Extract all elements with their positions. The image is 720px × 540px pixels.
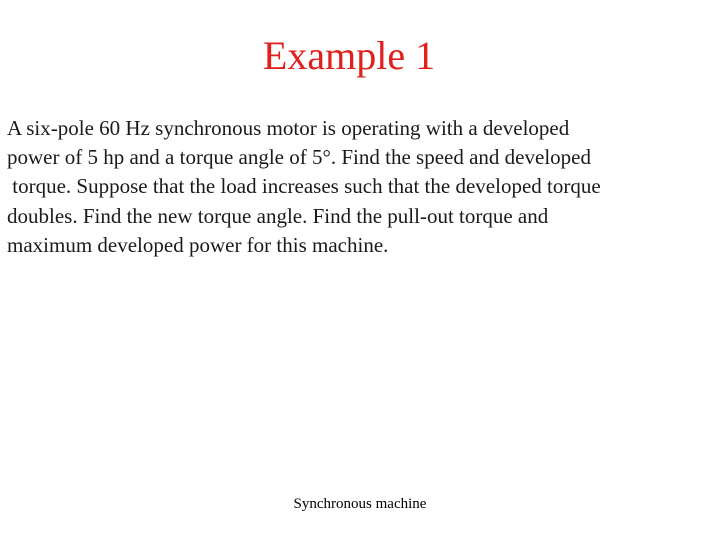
slide-title: Example 1 <box>262 33 436 78</box>
problem-line-5: maximum developed power for this machine. <box>7 232 389 257</box>
problem-line-3: torque. Suppose that the load increases such that the developed torque <box>7 174 601 199</box>
problem-statement <box>7 114 713 260</box>
problem-line-1: A six-pole 60 Hz synchronous motor is operating with a developed <box>7 116 570 140</box>
problem-line-2: power of 5 hp and a torque angle of 5°. Find the speed and developed <box>7 145 591 170</box>
problem-line-4: doubles. Find the new torque angle. Find the pull-out torque and <box>7 203 549 228</box>
slide-footer: Synchronous machine <box>293 496 427 512</box>
